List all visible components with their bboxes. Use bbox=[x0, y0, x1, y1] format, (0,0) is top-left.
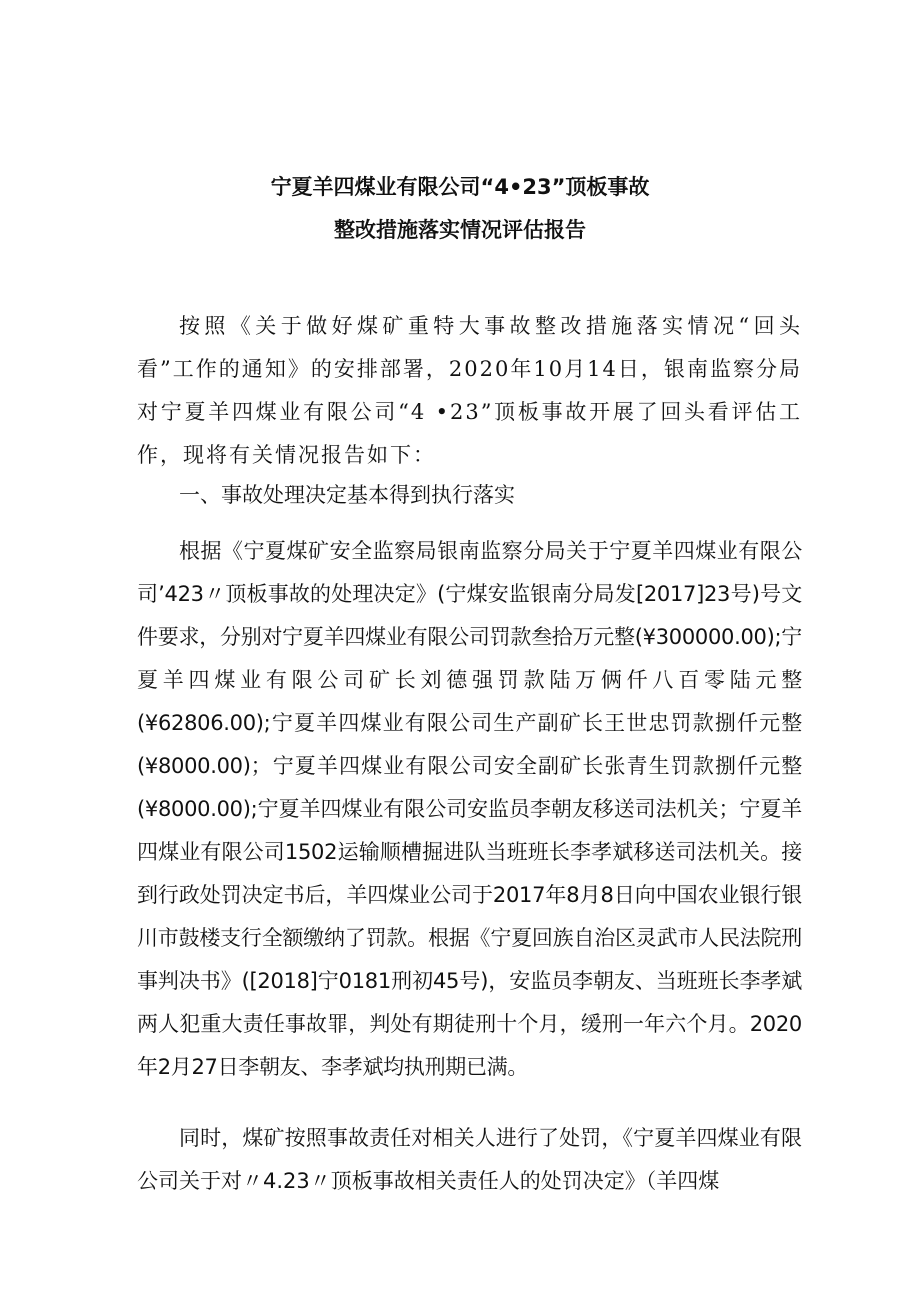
section-1-heading: 一、事故处理决定基本得到执行落实 bbox=[179, 483, 515, 507]
intro-paragraph: 按照《关于做好煤矿重特大事故整改措施落实情况“回头看”工作的通知》的安排部署，2020年10月14日，银南监察分局对宁夏羊四煤业有限公司“4 •23”顶板事故开展了回头看评估工作，现将有关情况报告如下： bbox=[137, 314, 802, 467]
report-title-line-1: 宁夏羊四煤业有限公司“4•23”顶板事故 bbox=[270, 175, 650, 199]
report-title-line-2: 整改措施落实情况评估报告 bbox=[334, 218, 586, 242]
section-1-body-paragraph: 根据《宁夏煤矿安全监察局银南监察分局关于宁夏羊四煤业有限公司’423〃顶板事故的处理决定》(宁煤安监银南分局发[2017]23号)号文件要求，分别对宁夏羊四煤业有限公司罚款叁拾万元整(¥300000.00);宁夏羊四煤业有限公司矿长刘德强罚款陆万俩仟八百零陆元整(¥62806.00);宁夏羊四煤业有限公司生产副矿长王世忠罚款捌仟元整(¥8000.00)；宁夏羊四煤业有限公司安全副矿长张青生罚款捌仟元整(¥8000.00);宁夏羊四煤业有限公司安监员李朝友移送司法机关；宁夏羊四煤业有限公司1502运输顺槽掘进队当班班长李孝斌移送司法机关。接到行政处罚决定书后，羊四煤业公司于2017年8月8日向中国农业银行银川市鼓楼支行全额缴纳了罚款。根据《宁夏回族自治区灵武市人民法院刑事判决书》([2018]宁0181刑初45号)，安监员李朝友、当班班长李孝斌两人犯重大责任事故罪，判处有期徒刑十个月，缓刑一年六个月。2020年2月27日李朝友、李孝斌均执刑期已满。 bbox=[137, 539, 802, 1079]
section-1-continued-paragraph: 同时，煤矿按照事故责任对相关人进行了处罚，《宁夏羊四煤业有限公司关于对〃4.23〃顶板事故相关责任人的处罚决定》（羊四煤 bbox=[137, 1126, 802, 1193]
